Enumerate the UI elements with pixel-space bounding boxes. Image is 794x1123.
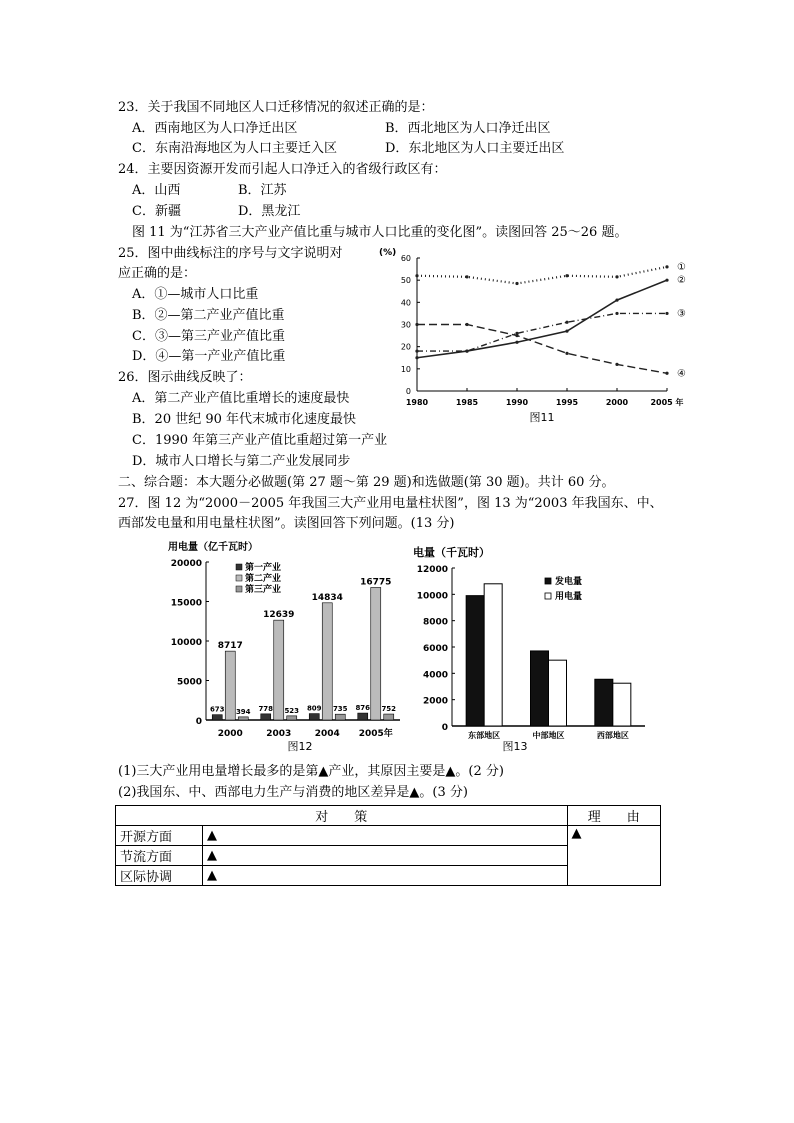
- bar-data-label: 394: [235, 707, 251, 716]
- q26-stem: 26．图示曲线反映了：: [118, 370, 252, 385]
- y-tick-label: 40: [400, 298, 411, 308]
- q24-option-c: C．新疆: [132, 204, 181, 219]
- q25-option-b: B．②—第二产业产值比重: [132, 308, 285, 323]
- bar-data-label: 809: [306, 704, 322, 713]
- legend-label: 第二产业: [245, 574, 282, 584]
- y-tick-label: 0: [195, 717, 202, 727]
- series-4-point: [415, 323, 418, 326]
- q26-option-a: A．第二产业产值比重增长的速度最快: [132, 391, 350, 406]
- series-line-2: [417, 280, 667, 358]
- series-1-point: [615, 275, 618, 278]
- bar-data-label: 778: [258, 704, 274, 713]
- series-3-point: [565, 321, 568, 324]
- q24-option-b: B．江苏: [238, 183, 287, 198]
- q26-option-c: C．1990 年第三产业产值比重超过第一产业: [132, 433, 388, 448]
- series-2-point: [415, 356, 418, 359]
- series-1-point: [415, 274, 418, 277]
- legend-label: 第一产业: [245, 563, 282, 573]
- bar-发电量: [531, 651, 549, 726]
- table-header-reasons: 理 由: [567, 806, 660, 826]
- figure13-bar-chart: [405, 540, 650, 760]
- y-tick-label: 4000: [422, 670, 448, 681]
- x-tick-label: 2005年: [358, 729, 393, 739]
- series-2-point: [665, 279, 668, 282]
- series-3-point: [465, 350, 468, 353]
- series-1-point: [515, 282, 518, 285]
- bar-data-label: 752: [381, 705, 397, 714]
- bar-data-label: 8717: [217, 641, 243, 652]
- bar-data-label: 876: [355, 704, 371, 713]
- series-label-3: ③: [677, 308, 686, 320]
- q25-option-c: C．③—第三产业产值比重: [132, 329, 285, 344]
- q26-option-d: D．城市人口增长与第二产业发展同步: [132, 454, 351, 469]
- legend-swatch: [236, 586, 242, 592]
- legend-swatch: [545, 578, 551, 584]
- bar-第二产业: [274, 620, 284, 720]
- q27-stem-line1: 27．图 12 为“2000－2005 年我国三大产业用电量柱状图”，图 13 为“2003 年我国东、中、: [118, 496, 663, 511]
- series-2-point: [615, 299, 618, 302]
- figure11-caption: 图11: [529, 411, 555, 424]
- bar-发电量: [595, 679, 613, 726]
- q25-option-d: D．④—第一产业产值比重: [132, 349, 286, 364]
- bar-第三产业: [384, 714, 394, 720]
- q23-option-d: D．东北地区为人口主要迁出区: [385, 141, 565, 156]
- row-label-kaiyuan: 开源方面: [116, 826, 203, 846]
- figure12-y-label: 用电量（亿千瓦时）: [168, 542, 258, 553]
- y-tick-label: 20000: [170, 559, 202, 569]
- series-3-point: [665, 312, 668, 315]
- answer-blank-jieliu[interactable]: ▲: [203, 846, 568, 866]
- bar-第一产业: [261, 714, 271, 720]
- row-label-quji: 区际协调: [116, 866, 203, 886]
- y-tick-label: 10000: [170, 638, 202, 648]
- bar-第一产业: [212, 715, 222, 720]
- q23-stem: 23．关于我国不同地区人口迁移情况的叙述正确的是：: [118, 100, 434, 115]
- bar-第三产业: [335, 714, 345, 720]
- y-tick-label: 30: [400, 320, 411, 330]
- bar-用电量: [484, 584, 502, 726]
- series-line-3: [417, 313, 667, 351]
- bar-data-label: 673: [209, 705, 225, 714]
- legend-swatch: [236, 564, 242, 570]
- bar-第一产业: [309, 714, 319, 720]
- series-1-point: [465, 275, 468, 278]
- y-tick-label: 0: [405, 387, 411, 396]
- y-tick-label: 10000: [416, 591, 448, 602]
- bar-发电量: [466, 596, 484, 726]
- y-tick-label: 2000: [422, 696, 448, 707]
- figure13-y-label: 电量（千瓦时）: [413, 546, 490, 559]
- figure11-intro: 图 11 为“江苏省三大产业产值比重与城市人口比重的变化图”。读图回答 25～26 题。: [132, 225, 628, 240]
- series-4-point: [615, 363, 618, 366]
- q27-stem-line2: 西部发电量和用电量柱状图”。读图回答下列问题。(13 分): [118, 516, 455, 531]
- x-tick-label: 1985: [455, 398, 479, 407]
- bar-第三产业: [287, 716, 297, 720]
- bar-第一产业: [358, 713, 368, 720]
- q25-stem-line1: 25．图中曲线标注的序号与文字说明对: [118, 246, 343, 261]
- q26-option-b: B．20 世纪 90 年代末城市化速度最快: [132, 412, 357, 427]
- q23-option-a: A．西南地区为人口净迁出区: [132, 121, 298, 136]
- x-tick-label: 中部地区: [532, 731, 565, 740]
- bar-第三产业: [238, 717, 248, 720]
- series-2-point: [515, 341, 518, 344]
- y-tick-label: 12000: [416, 565, 448, 575]
- bar-data-label: 735: [332, 705, 348, 714]
- figure13-caption: 图13: [502, 740, 528, 753]
- y-tick-label: 6000: [422, 644, 448, 654]
- x-tick-label: 西部地区: [596, 731, 629, 740]
- series-3-point: [615, 312, 618, 315]
- series-4-point: [515, 334, 518, 337]
- x-tick-label: 1995: [555, 398, 579, 407]
- legend-label: 发电量: [555, 577, 583, 587]
- legend-swatch: [236, 575, 242, 581]
- bar-data-label: 12639: [263, 610, 295, 621]
- bar-用电量: [549, 660, 567, 726]
- y-axis-unit: (%): [379, 248, 397, 258]
- bar-data-label: 523: [284, 706, 300, 715]
- section2-heading: 二、综合题：本大题分必做题(第 27 题～第 29 题)和选做题(第 30 题)。共计 60 分。: [118, 475, 615, 490]
- x-tick-label: 1980: [405, 398, 429, 407]
- table-header-measures: 对 策: [116, 806, 568, 826]
- x-tick-label: 2004: [314, 729, 340, 739]
- series-label-1: ①: [677, 261, 686, 273]
- y-tick-label: 60: [400, 254, 411, 263]
- series-3-point: [415, 350, 418, 353]
- series-label-4: ④: [677, 368, 686, 380]
- series-4-point: [565, 352, 568, 355]
- series-line-4: [417, 325, 667, 374]
- x-tick-label: 2000: [217, 729, 243, 739]
- bar-data-label: 14834: [311, 592, 343, 603]
- bar-第二产业: [322, 603, 332, 720]
- y-tick-label: 8000: [422, 617, 448, 628]
- q23-option-c: C．东南沿海地区为人口主要迁入区: [132, 141, 337, 156]
- y-tick-label: 20: [400, 342, 411, 352]
- figure12-bar-chart: [160, 540, 410, 760]
- bar-用电量: [613, 683, 631, 726]
- series-2-point: [565, 330, 568, 333]
- x-tick-label: 2003: [266, 729, 292, 739]
- answer-blank-reason[interactable]: ▲: [567, 826, 660, 886]
- x-tick-label: 东部地区: [468, 731, 501, 740]
- answer-blank-quji[interactable]: ▲: [203, 866, 568, 886]
- series-4-point: [665, 372, 668, 375]
- bar-第二产业: [225, 651, 235, 720]
- answer-blank-kaiyuan[interactable]: ▲: [203, 826, 568, 846]
- answer-table: [115, 805, 661, 886]
- x-tick-label: 2005 年: [650, 398, 684, 407]
- q27-sub1: (1)三大产业用电量增长最多的是第▲产业，其原因主要是▲。(2 分): [118, 764, 504, 779]
- x-tick-label: 2000: [605, 398, 629, 407]
- y-tick-label: 10: [400, 364, 411, 374]
- figure11-line-chart: [372, 245, 707, 430]
- bar-第二产业: [371, 587, 381, 720]
- q25-option-a: A．①—城市人口比重: [132, 287, 259, 302]
- q24-stem: 24．主要因资源开发而引起人口净迁入的省级行政区有：: [118, 162, 447, 177]
- series-1-point: [565, 274, 568, 277]
- y-tick-label: 15000: [170, 598, 202, 609]
- row-label-jieliu: 节流方面: [116, 846, 203, 866]
- q27-sub2: (2)我国东、中、西部电力生产与消费的地区差异是▲。(3 分): [118, 785, 468, 800]
- legend-label: 用电量: [555, 592, 583, 602]
- series-line-1: [417, 267, 667, 284]
- y-tick-label: 50: [400, 276, 411, 286]
- x-tick-label: 1990: [505, 398, 529, 407]
- q24-option-d: D．黑龙江: [238, 204, 301, 219]
- legend-label: 第三产业: [245, 585, 282, 595]
- y-tick-label: 5000: [176, 677, 202, 688]
- q25-stem-line2: 应正确的是：: [118, 266, 197, 281]
- series-4-point: [465, 323, 468, 326]
- series-1-point: [665, 265, 668, 268]
- series-label-2: ②: [677, 275, 686, 287]
- legend-swatch: [545, 593, 551, 599]
- bar-data-label: 16775: [360, 577, 392, 588]
- q23-option-b: B．西北地区为人口净迁出区: [385, 121, 551, 136]
- q24-option-a: A．山西: [132, 183, 181, 198]
- figure12-caption: 图12: [287, 740, 313, 753]
- y-tick-label: 0: [441, 723, 448, 733]
